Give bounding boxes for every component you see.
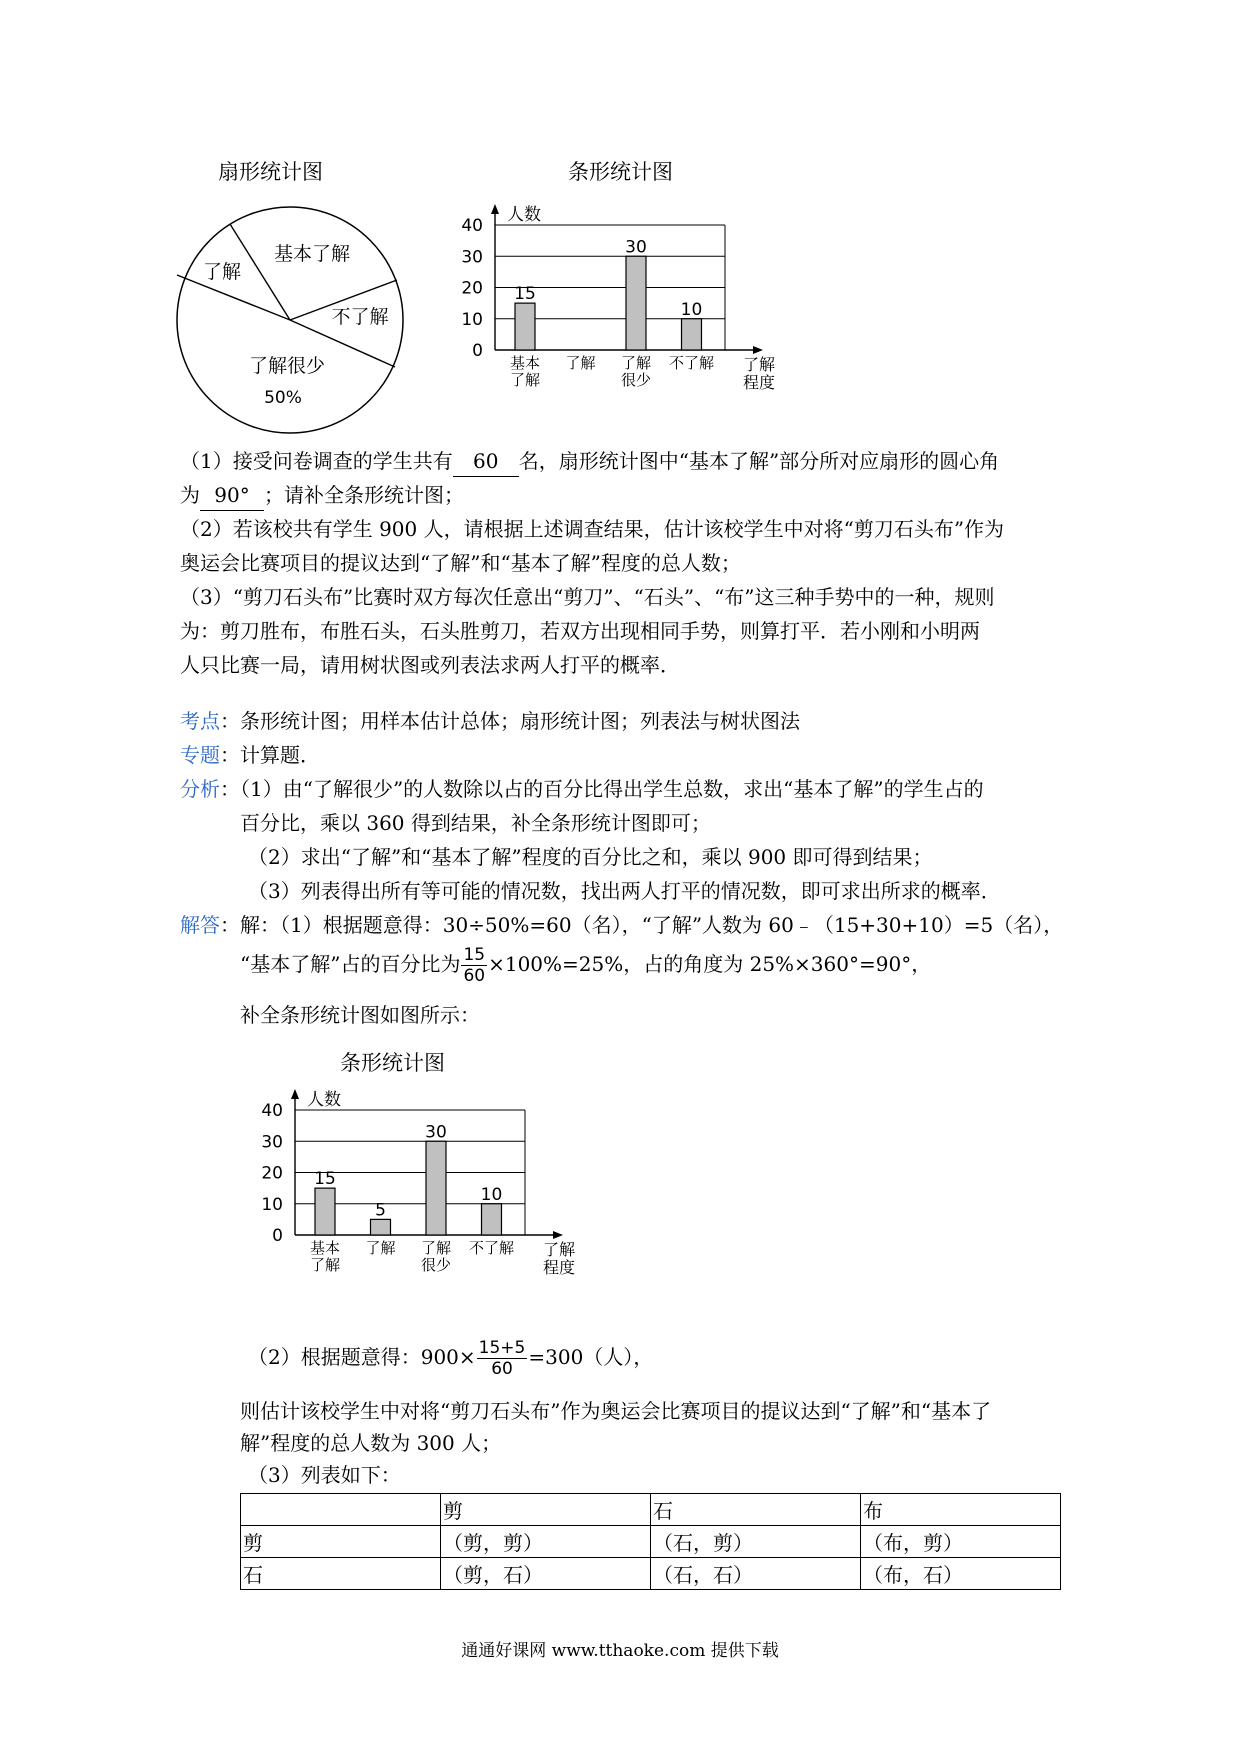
y-axis-arrow-icon (291, 1089, 299, 1099)
jieda-label: 解答 (180, 913, 220, 937)
bar-chart-2-title: 条形统计图 (340, 1051, 445, 1075)
y-tick-label: 40 (261, 1101, 283, 1121)
category-label: 基本 (309, 1239, 341, 1257)
table-row (241, 1558, 1061, 1590)
x-axis-arrow-icon (553, 1231, 563, 1239)
q3-line-c: 人只比赛一局，请用树状图或列表法求两人打平的概率． (180, 653, 680, 677)
category-label: 了解 (509, 371, 541, 389)
table-cell: 剪 (241, 1526, 441, 1558)
fenxi-label: 分析 (180, 777, 220, 801)
y-tick-label: 10 (461, 309, 483, 330)
answer-blank: 60 (453, 446, 519, 477)
data-label: 5 (375, 1200, 386, 1221)
jieda-line-3: 补全条形统计图如图所示： (240, 1003, 480, 1027)
jieda-line-4: （2）根据题意得：900× $\frac{15+5}{60}$ =300（人）， (248, 1338, 654, 1379)
q2-line-b: 奥运会比赛项目的提议达到“了解”和“基本了解”程度的总人数； (180, 551, 741, 575)
y-tick-label: 40 (461, 216, 483, 236)
fraction: $\frac{15+5}{60}$ (478, 1338, 526, 1379)
y-tick-label: 10 (261, 1194, 283, 1215)
fenxi-line-3: （2）求出“了解”和“基本了解”程度的百分比之和，乘以 900 即可得到结果； (248, 845, 933, 869)
table-cell: （石，剪） (651, 1526, 861, 1558)
category-label: 了解 (420, 1239, 452, 1257)
bar (682, 319, 702, 350)
bar (626, 256, 646, 350)
data-label: 10 (480, 1184, 503, 1205)
jieda-line-7: （3）列表如下： (248, 1463, 401, 1487)
table-cell: （布，剪） (861, 1526, 1061, 1558)
fenxi-line-4: （3）列表得出所有等可能的情况数，找出两人打平的情况数，即可求出所求的概率． (248, 879, 1001, 903)
pie-chart-title: 扇形统计图 (218, 160, 323, 184)
pie-label-understand: 了解 (202, 261, 242, 283)
pie-label-percent: 50% (264, 388, 302, 408)
x-axis-label: 了解 (742, 355, 776, 374)
category-label: 很少 (420, 1256, 452, 1274)
q1-line-a: （1）接受问卷调查的学生共有 60 名，扇形统计图中“基本了解”部分所对应扇形的圆心角 (180, 446, 999, 477)
bar (482, 1204, 502, 1235)
y-tick-label: 0 (272, 1226, 283, 1246)
bar (371, 1219, 391, 1235)
table-cell: （布，石） (861, 1558, 1061, 1590)
data-label: 10 (680, 299, 703, 320)
data-label: 15 (514, 284, 536, 305)
table-cell: 石 (241, 1558, 441, 1590)
y-axis-arrow-icon (491, 204, 499, 214)
jieda-line-1: 解答：解：（1）根据题意得：30÷50%=60（名），“了解”人数为 60﹣（15+30+10）=5（名）， (180, 913, 1064, 937)
category-label: 了解 (565, 354, 596, 372)
data-label: 30 (425, 1122, 447, 1143)
category-label: 很少 (620, 371, 652, 389)
category-label: 不了解 (468, 1239, 515, 1257)
x-axis-label: 了解 (542, 1240, 576, 1259)
fenxi-line-2: 百分比，乘以 360 得到结果，补全条形统计图即可； (240, 811, 711, 835)
x-axis-label: 程度 (542, 1258, 576, 1277)
bar-chart-2 (240, 1085, 580, 1325)
x-axis-arrow-icon (753, 346, 763, 354)
y-tick-label: 20 (261, 1163, 283, 1184)
table-cell: （剪，剪） (441, 1526, 651, 1558)
table-cell: （剪，石） (441, 1558, 651, 1590)
table-header-cell: 剪 (441, 1494, 651, 1526)
kaodian-line: 考点：条形统计图；用样本估计总体；扇形统计图；列表法与树状图法 (180, 709, 800, 733)
bar (426, 1141, 446, 1235)
q1-line-b: 为 90° ；请补全条形统计图； (180, 480, 464, 511)
pie-label-basic: 基本了解 (273, 243, 351, 265)
q3-line-b: 为：剪刀胜布，布胜石头，石头胜剪刀，若双方出现相同手势，则算打平．若小刚和小明两 (180, 619, 980, 643)
q2-line-a: （2）若该校共有学生 900 人，请根据上述调查结果，估计该校学生中对将“剪刀石头布”作为 (180, 517, 1005, 541)
pie-chart (170, 200, 410, 440)
table-row (241, 1526, 1061, 1558)
q3-line-a: （3）“剪刀石头布”比赛时双方每次任意出“剪刀”、“石头”、“布”这三种手势中的一种，规则 (180, 585, 995, 609)
fenxi-line-1: 分析：（1）由“了解很少”的人数除以占的百分比得出学生总数，求出“基本了解”的学生占的 (180, 777, 984, 801)
bar (515, 303, 535, 350)
zhuanti-label: 专题 (180, 743, 220, 767)
category-label: 了解 (620, 354, 652, 372)
y-tick-label: 20 (461, 278, 483, 299)
category-label: 了解 (365, 1239, 396, 1257)
table-header-cell (241, 1494, 441, 1526)
category-label: 不了解 (668, 354, 715, 372)
y-axis-label: 人数 (507, 205, 541, 225)
jieda-line-2: “基本了解”占的百分比为 $\frac{15}{60}$ ×100%=25%，占的角度为 25%×360°=90°， (240, 945, 932, 986)
y-tick-label: 30 (461, 247, 483, 268)
table-header-cell: 布 (861, 1494, 1061, 1526)
table-header-row (241, 1494, 1061, 1526)
y-tick-label: 0 (472, 341, 483, 361)
category-label: 基本 (509, 354, 541, 372)
table-header-cell: 石 (651, 1494, 861, 1526)
table-cell: （石，石） (651, 1558, 861, 1590)
page-footer: 通通好课网 www.tthaoke.com 提供下载 (461, 1641, 779, 1661)
bar (315, 1188, 335, 1235)
data-label: 30 (625, 237, 647, 258)
pie-label-little: 了解很少 (248, 355, 326, 377)
jieda-line-5: 则估计该校学生中对将“剪刀石头布”作为奥运会比赛项目的提议达到“了解”和“基本了 (240, 1399, 992, 1423)
category-label: 了解 (309, 1256, 341, 1274)
bar-chart-1 (440, 200, 800, 440)
zhuanti-line: 专题：计算题． (180, 743, 320, 767)
fraction: $\frac{15}{60}$ (463, 945, 486, 986)
y-axis-label: 人数 (307, 1090, 341, 1110)
y-tick-label: 30 (261, 1132, 283, 1153)
x-axis-label: 程度 (742, 373, 776, 392)
jieda-line-6: 解”程度的总人数为 300 人； (240, 1431, 502, 1455)
outcome-table (240, 1493, 1061, 1590)
kaodian-label: 考点 (180, 709, 220, 733)
pie-label-not-understand: 不了解 (331, 306, 389, 328)
answer-blank: 90° (200, 480, 264, 511)
data-label: 15 (314, 1169, 336, 1190)
bar-chart-1-title: 条形统计图 (568, 160, 673, 184)
